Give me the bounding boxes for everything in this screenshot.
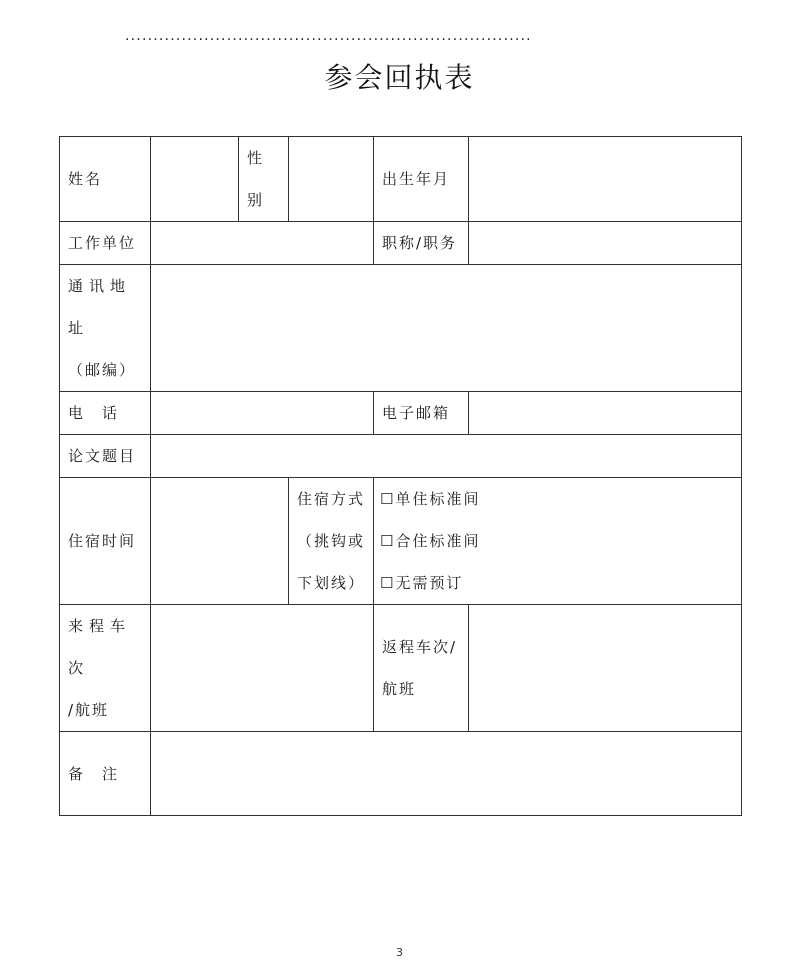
stay-method-label-line-1: 住宿方式 [297, 490, 366, 508]
address-label-line-1: 通讯地址 [68, 277, 132, 337]
row-name [60, 137, 742, 222]
return-field[interactable] [469, 605, 742, 732]
email-label: 电子邮箱 [374, 392, 469, 435]
stay-time-field[interactable] [151, 478, 289, 605]
stay-method-label-line-3: 下划线） [297, 574, 366, 592]
stay-method-label-line-2: （挑钩或 [297, 532, 366, 550]
address-label [60, 265, 151, 392]
name-label: 姓名 [60, 137, 151, 222]
address-field[interactable] [151, 265, 742, 392]
paper-title-label: 论文题目 [60, 435, 151, 478]
row-travel [60, 605, 742, 732]
birth-field[interactable] [469, 137, 742, 222]
paper-title-field[interactable] [151, 435, 742, 478]
name-field[interactable] [151, 137, 239, 222]
work-unit-field[interactable] [151, 222, 374, 265]
gender-field[interactable] [289, 137, 374, 222]
page-title: 参会回执表 [324, 61, 475, 94]
registration-form-table [59, 136, 742, 816]
return-label-line-2: 航班 [382, 680, 417, 698]
row-accommodation [60, 478, 742, 605]
job-title-label: 职称/职务 [374, 222, 469, 265]
row-paper [60, 435, 742, 478]
arrival-label-line-2: /航班 [68, 701, 110, 719]
remarks-label: 备 注 [60, 732, 151, 816]
room-option-shared[interactable]: ☐合住标准间 [380, 532, 481, 550]
row-remarks [60, 732, 742, 816]
work-unit-label: 工作单位 [60, 222, 151, 265]
email-field[interactable] [469, 392, 742, 435]
return-label [374, 605, 469, 732]
room-option-single[interactable]: ☐单住标准间 [380, 490, 481, 508]
remarks-field[interactable] [151, 732, 742, 816]
arrival-field[interactable] [151, 605, 374, 732]
job-title-field[interactable] [469, 222, 742, 265]
return-label-line-1: 返程车次/ [382, 638, 458, 656]
address-label-line-2: （邮编） [68, 361, 137, 379]
row-phone [60, 392, 742, 435]
arrival-label [60, 605, 151, 732]
row-work-unit [60, 222, 742, 265]
phone-field[interactable] [151, 392, 374, 435]
dotted-rule: ........................................................................ [125, 28, 532, 44]
row-address [60, 265, 742, 392]
stay-method-label [289, 478, 374, 605]
birth-label: 出生年月 [374, 137, 469, 222]
page-number: 3 [396, 946, 403, 959]
gender-label: 性别 [239, 137, 289, 222]
room-options [374, 478, 742, 605]
stay-time-label: 住宿时间 [60, 478, 151, 605]
room-option-none[interactable]: ☐无需预订 [380, 574, 464, 592]
phone-label: 电 话 [60, 392, 151, 435]
arrival-label-line-1: 来程车次 [68, 617, 132, 677]
